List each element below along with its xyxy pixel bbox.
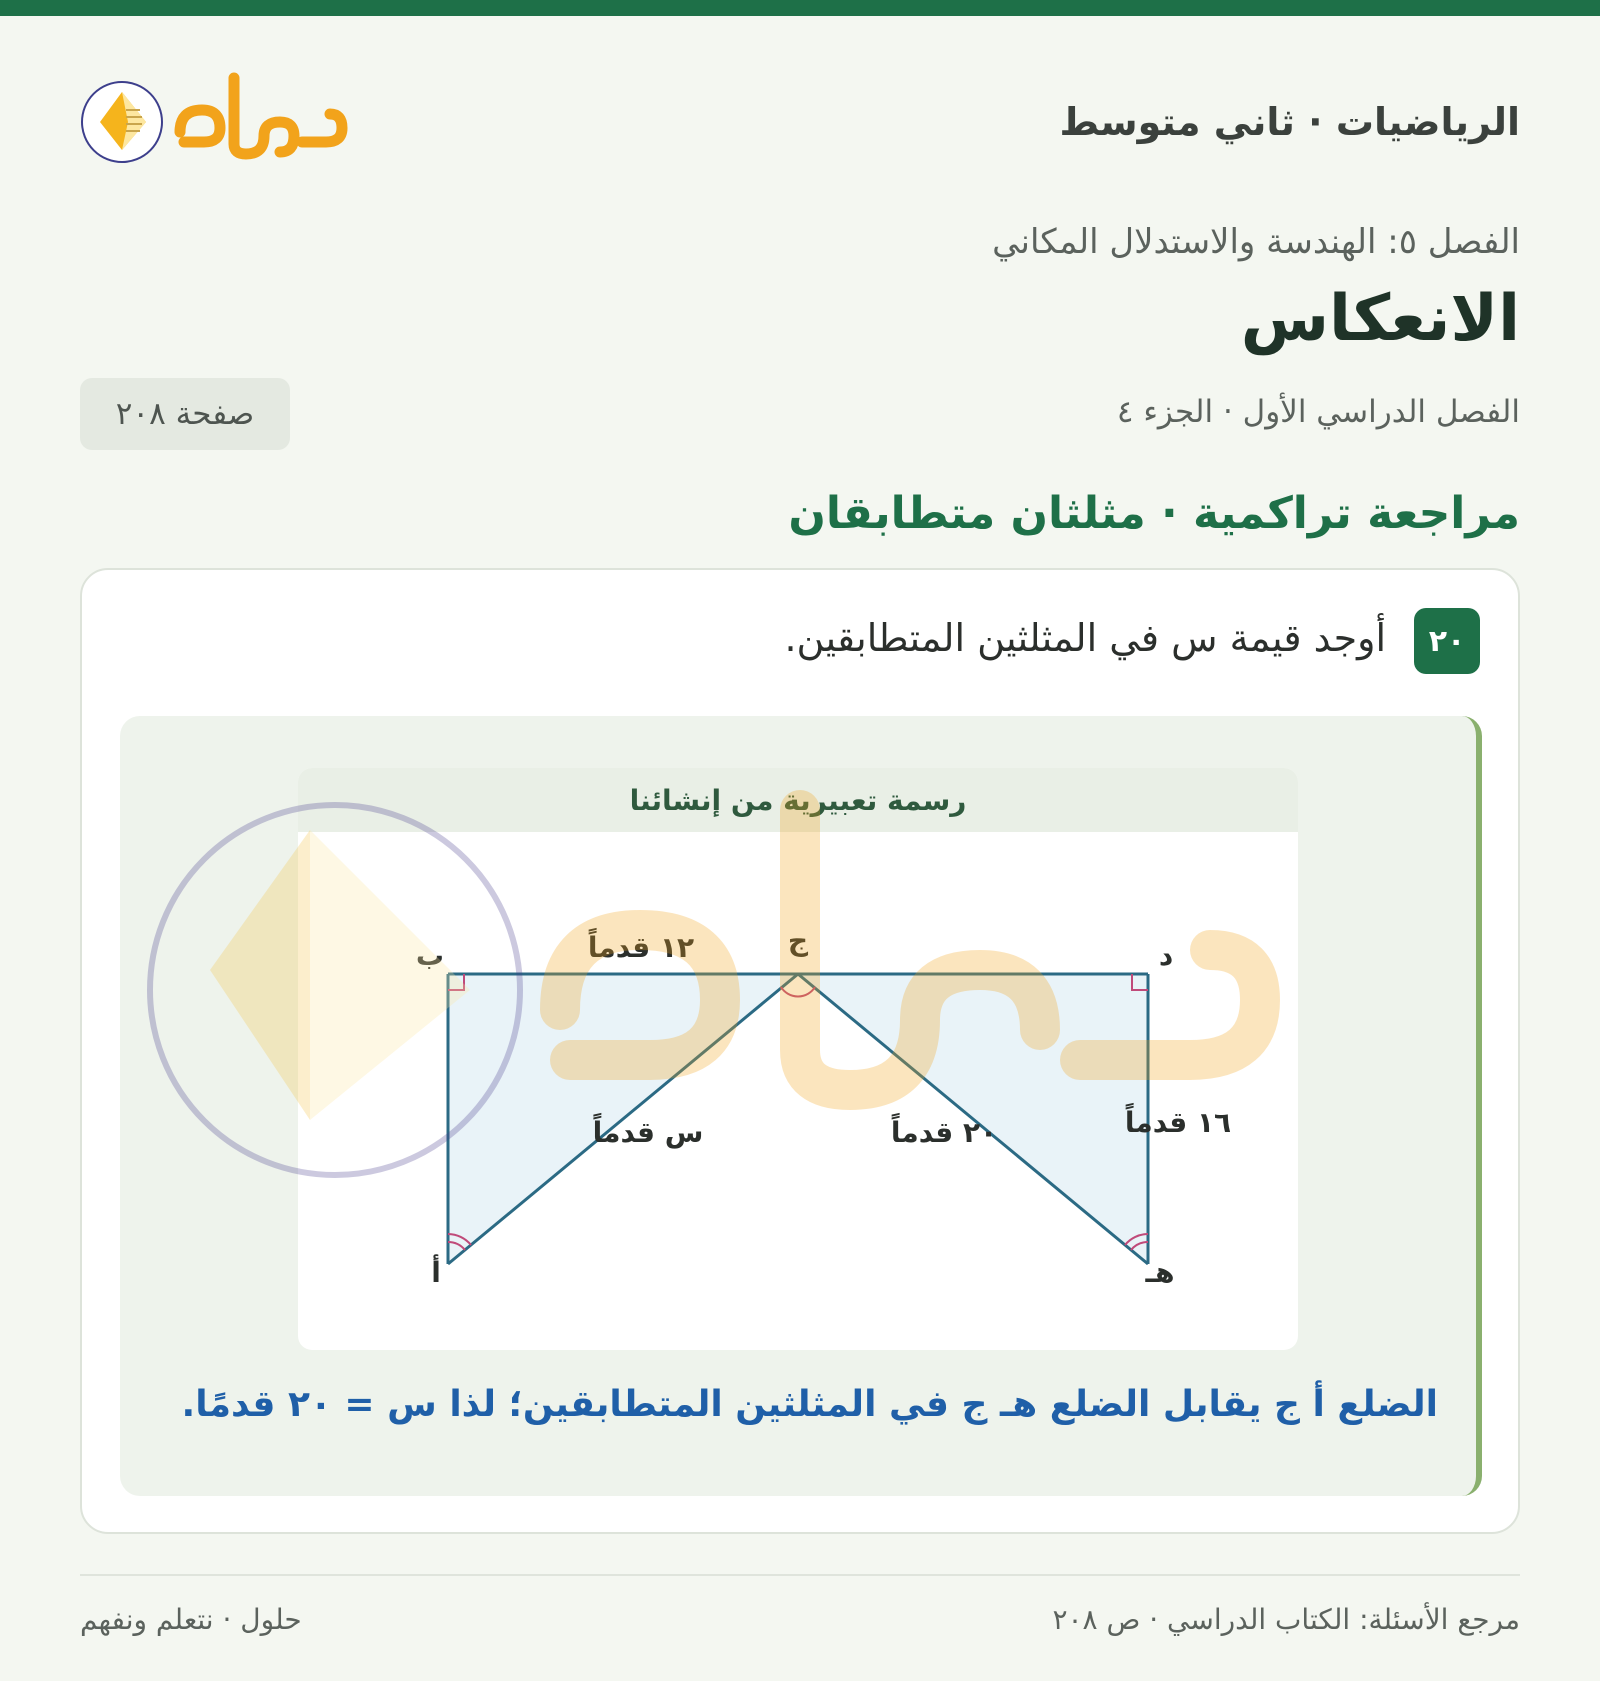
question-text: أوجد قيمة س في المثلثين المتطابقين. <box>784 616 1386 660</box>
vertex-label-d: د <box>1158 939 1174 972</box>
answer-text: الضلع أ ج يقابل الضلع هـ ج في المثلثين المتطابقين؛ لذا س = ٢٠ قدمًا. <box>181 1384 1438 1425</box>
footer-divider <box>80 1574 1520 1576</box>
term-info: الفصل الدراسي الأول · الجزء ٤ <box>1116 394 1520 430</box>
chapter-title: الفصل ٥: الهندسة والاستدلال المكاني <box>992 222 1520 262</box>
side-label-ce: ٢٠ قدماً <box>890 1116 998 1149</box>
page-header <box>80 70 1520 180</box>
subject-title: الرياضيات · ثاني متوسط <box>1059 100 1520 144</box>
vertex-label-b: ب <box>415 939 445 972</box>
page-badge: صفحة ٢٠٨ <box>80 378 290 450</box>
hulul-logo[interactable] <box>80 70 370 180</box>
vertex-label-e: هـ <box>1145 1256 1175 1289</box>
triangle-figure <box>298 768 1298 1350</box>
footer-brand: حلول · نتعلم ونفهم <box>80 1603 302 1636</box>
vertex-label-c: ج <box>787 924 809 957</box>
question-number-badge: ٢٠ <box>1414 608 1480 674</box>
congruent-triangles-diagram <box>298 832 1298 1350</box>
side-label-bc: ١٢ قدماً <box>587 931 695 964</box>
logo-icon <box>80 70 370 180</box>
side-label-de: ١٦ قدماً <box>1124 1106 1232 1139</box>
answer-box <box>120 716 1482 1496</box>
section-title: مراجعة تراكمية · مثلثان متطابقان <box>788 488 1520 539</box>
question-card <box>80 568 1520 1534</box>
footer-reference: مرجع الأسئلة: الكتاب الدراسي · ص ٢٠٨ <box>1052 1603 1520 1636</box>
side-label-ac: س قدماً <box>592 1116 704 1149</box>
top-accent-bar <box>0 0 1600 16</box>
vertex-label-a: أ <box>431 1256 441 1289</box>
figure-caption: رسمة تعبيرية من إنشائنا <box>298 768 1298 832</box>
angle-arc-c <box>781 987 815 996</box>
lesson-title: الانعكاس <box>1240 282 1520 356</box>
